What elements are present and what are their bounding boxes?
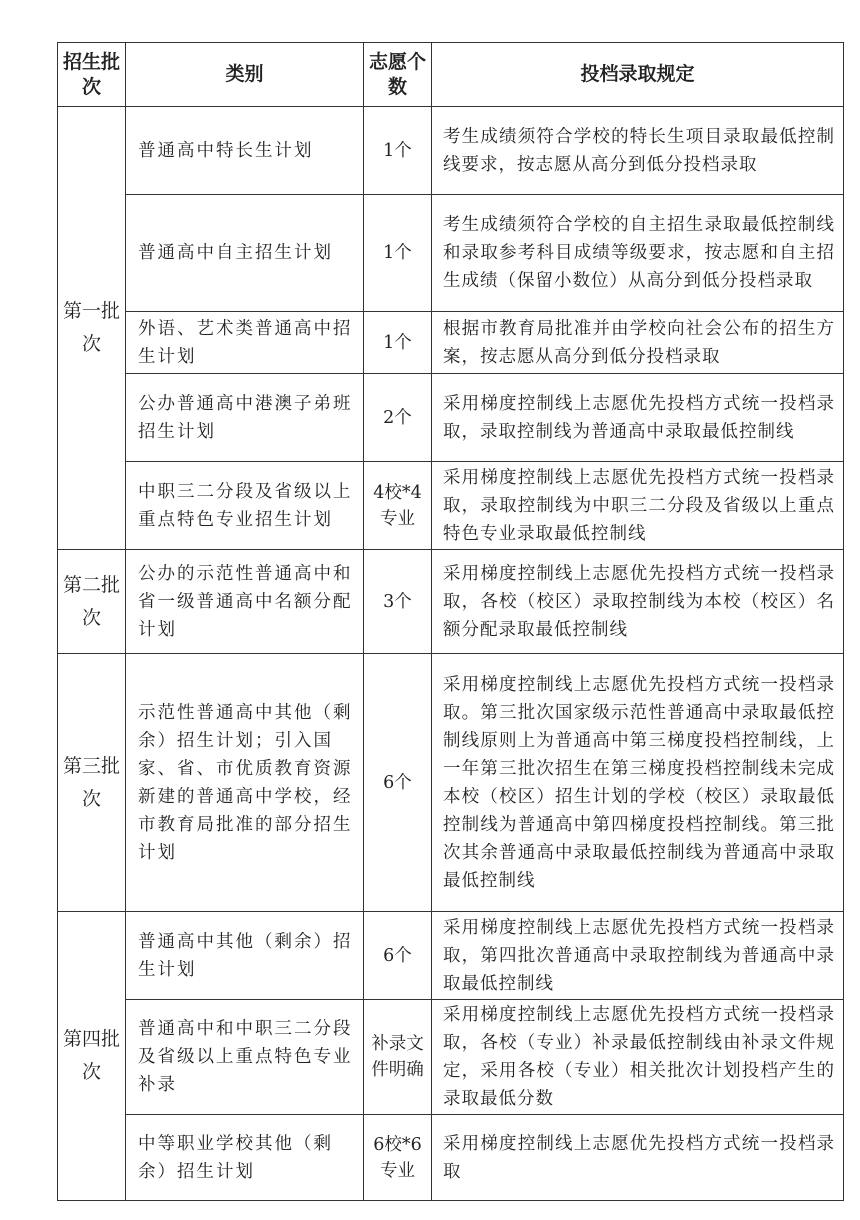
category-cell: 普通高中和中职三二分段及省级以上重点特色专业补录 [126,1000,364,1115]
rule-cell: 采用梯度控制线上志愿优先投档方式统一投档录取，第四批次普通高中录取控制线为普通高中录取最低控制线 [432,912,844,1000]
rule-cell: 采用梯度控制线上志愿优先投档方式统一投档录取，录取控制线为普通高中录取最低控制线 [432,374,844,462]
table-row [58,654,844,912]
table-row [58,312,844,374]
category-cell: 普通高中其他（剩余）招生计划 [126,912,364,1000]
table-row [58,195,844,312]
category-cell: 普通高中特长生计划 [126,107,364,195]
rule-cell: 采用梯度控制线上志愿优先投档方式统一投档录取，各校（校区）录取控制线为本校（校区）名额分配录取最低控制线 [432,550,844,654]
header-count: 志愿个数 [364,43,432,107]
category-cell: 示范性普通高中其他（剩余）招生计划；引入国家、省、市优质教育资源新建的普通高中学校，经市教育局批准的部分招生计划 [126,654,364,912]
rule-cell: 采用梯度控制线上志愿优先投档方式统一投档录取 [432,1115,844,1201]
count-cell: 补录文件明确 [364,1000,432,1115]
table-row [58,1000,844,1115]
table-row [58,107,844,195]
admission-rules-table [57,42,844,1201]
batch-cell: 第三批次 [58,654,126,912]
count-cell: 2个 [364,374,432,462]
rule-cell: 考生成绩须符合学校的特长生项目录取最低控制线要求，按志愿从高分到低分投档录取 [432,107,844,195]
count-cell: 1个 [364,195,432,312]
count-cell: 6个 [364,654,432,912]
table-row [58,1115,844,1201]
batch-cell: 第二批次 [58,550,126,654]
batch-cell: 第一批次 [58,107,126,550]
count-cell: 3个 [364,550,432,654]
table-row [58,550,844,654]
table-row [58,462,844,550]
count-cell: 4校*4专业 [364,462,432,550]
table-row [58,374,844,462]
header-rule: 投档录取规定 [432,43,844,107]
category-cell: 中等职业学校其他（剩余）招生计划 [126,1115,364,1201]
header-category: 类别 [126,43,364,107]
batch-cell: 第四批次 [58,912,126,1201]
table-header-row [58,43,844,107]
category-cell: 公办的示范性普通高中和省一级普通高中名额分配计划 [126,550,364,654]
count-cell: 1个 [364,312,432,374]
count-cell: 6校*6专业 [364,1115,432,1201]
header-batch: 招生批次 [58,43,126,107]
rule-cell: 采用梯度控制线上志愿优先投档方式统一投档录取，录取控制线为中职三二分段及省级以上重点特色专业录取最低控制线 [432,462,844,550]
category-cell: 公办普通高中港澳子弟班招生计划 [126,374,364,462]
category-cell: 外语、艺术类普通高中招生计划 [126,312,364,374]
rule-cell: 考生成绩须符合学校的自主招生录取最低控制线和录取参考科目成绩等级要求，按志愿和自主招生成绩（保留小数位）从高分到低分投档录取 [432,195,844,312]
count-cell: 1个 [364,107,432,195]
rule-cell: 采用梯度控制线上志愿优先投档方式统一投档录取，各校（专业）补录最低控制线由补录文件规定，采用各校（专业）相关批次计划投档产生的录取最低分数 [432,1000,844,1115]
category-cell: 普通高中自主招生计划 [126,195,364,312]
count-cell: 6个 [364,912,432,1000]
rule-cell: 根据市教育局批准并由学校向社会公布的招生方案，按志愿从高分到低分投档录取 [432,312,844,374]
category-cell: 中职三二分段及省级以上重点特色专业招生计划 [126,462,364,550]
table-row [58,912,844,1000]
rule-cell: 采用梯度控制线上志愿优先投档方式统一投档录取。第三批次国家级示范性普通高中录取最低控制线原则上为普通高中第三梯度投档控制线，上一年第三批次招生在第三梯度投档控制线未完成本校（校区）招生计划的学校（校区）录取最低控制线为普通高中第四梯度投档控制线。第三批次其余普通高中录取最低控制线为普通高中录取最低控制线 [432,654,844,912]
